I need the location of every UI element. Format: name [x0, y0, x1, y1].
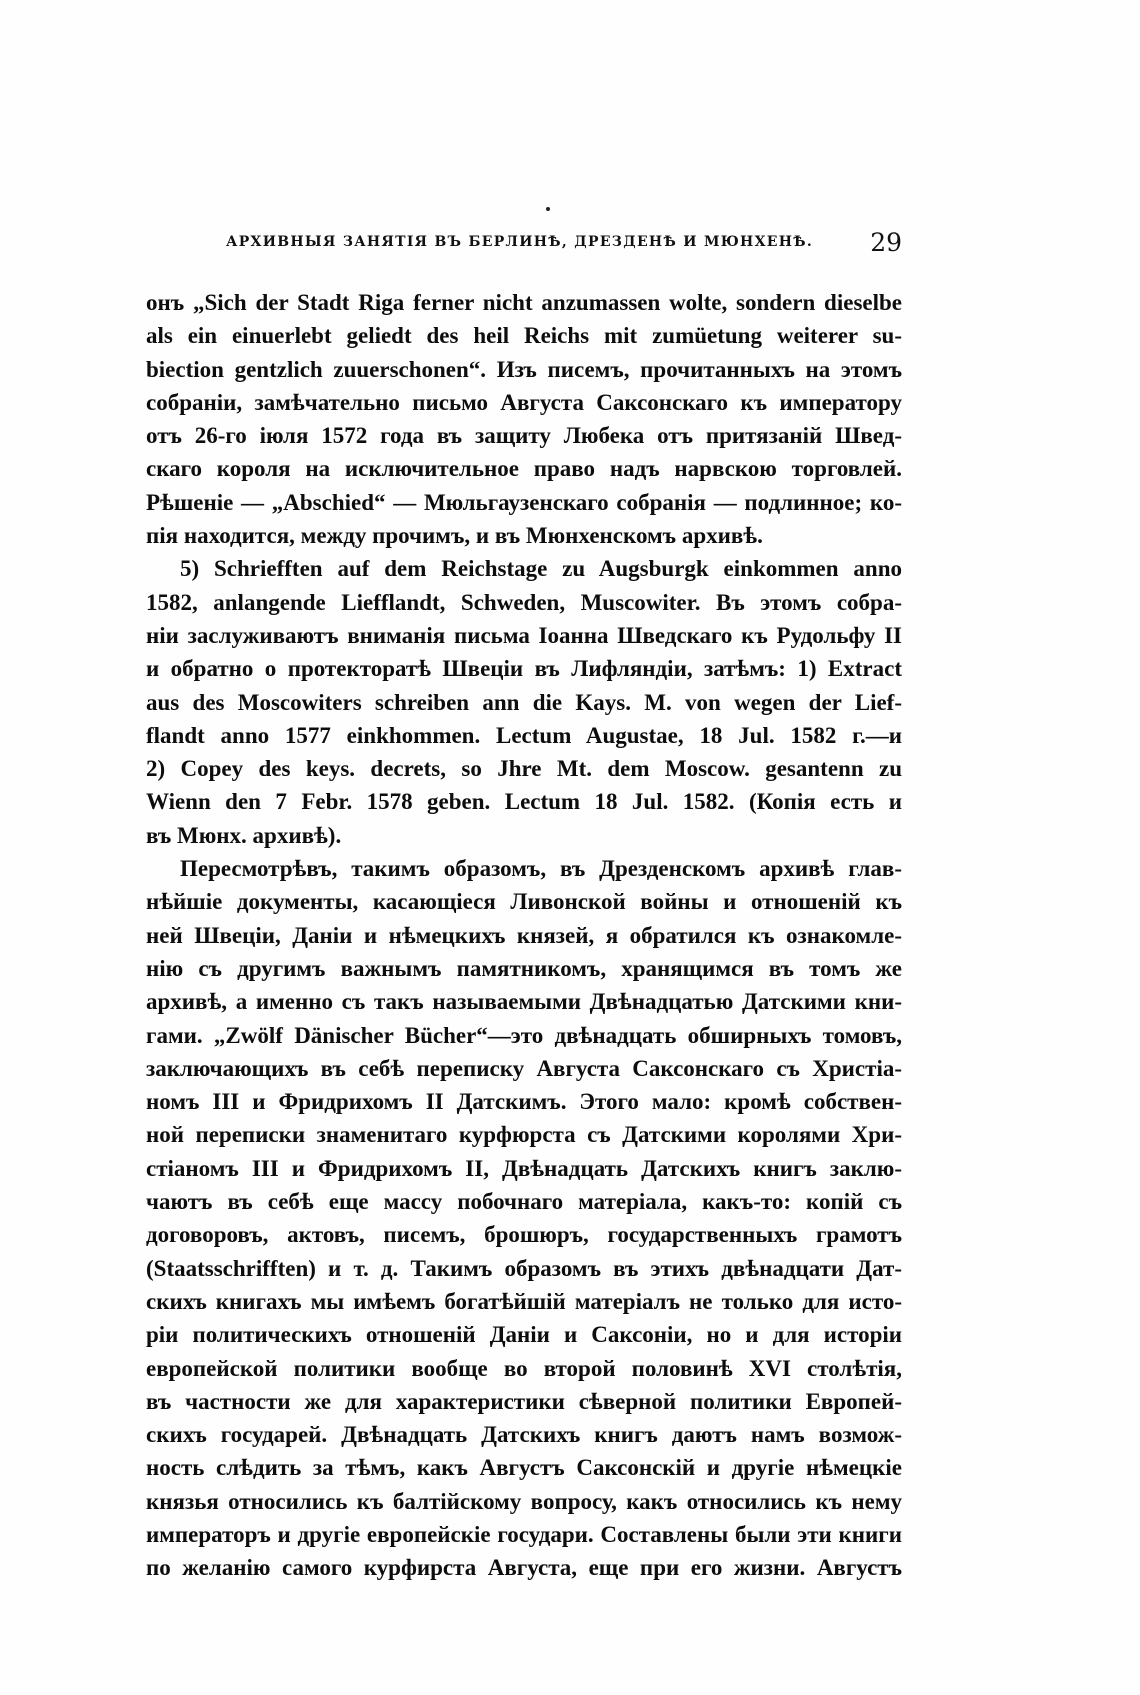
text-line: нѣйшіе документы, касающіеся Ливонской войны и отношеній къ — [146, 889, 902, 915]
body-text — [146, 286, 902, 1585]
text-line: ней Швеціи, Даніи и нѣмецкихъ князей, я обратился къ ознакомле- — [146, 922, 902, 948]
text-line: въ Мюнх. архивѣ). — [146, 822, 342, 848]
text-line: flandt anno 1577 einkhommen. Lectum Augustae, 18 Jul. 1582 г.—и — [146, 722, 902, 748]
text-line: собраніи, замѣчательно письмо Августа Саксонскаго къ императору — [146, 389, 902, 415]
text-line: als ein einuerlebt geliedt des heil Reichs mit zumüetung weiterer su- — [146, 323, 902, 349]
text-line: номъ III и Фридрихомъ II Датскимъ. Этого мало: кромѣ собствен- — [146, 1089, 902, 1115]
text-line: ніи заслуживаютъ вниманія письма Іоанна Шведскаго къ Рудольфу II — [146, 622, 902, 648]
text-line: архивѣ, а именно съ такъ называемыми Двѣнадцатью Датскими кни- — [146, 989, 902, 1015]
text-line: скихъ книгахъ мы имѣемъ богатѣйшій матеріалъ не только для исто- — [146, 1288, 902, 1314]
text-line: ность слѣдить за тѣмъ, какъ Августъ Саксонскій и другіе нѣмецкіе — [146, 1455, 902, 1481]
text-line: заключающихъ въ себѣ переписку Августа Саксонскаго съ Христіа- — [146, 1055, 902, 1081]
text-line: императоръ и другіе европейскіе государи. Составлены были эти книги — [146, 1521, 902, 1547]
running-head: АРХИВНЫЯ ЗАНЯТІЯ ВЪ БЕРЛИНѢ, ДРЕЗДЕНѢ И МЮНХЕНѢ. — [226, 234, 814, 250]
text-line: пія находится, между прочимъ, и въ Мюнхенскомъ архивѣ. — [146, 523, 763, 549]
text-line: Рѣшеніе — „Abschied“ — Мюльгаузенскаго собранія — подлинное; ко- — [146, 489, 902, 515]
text-line: ріи политическихъ отношеній Даніи и Саксоніи, но и для исторіи — [146, 1322, 902, 1348]
text-line: отъ 26-го іюля 1572 года въ защиту Любека отъ притязаній Швед- — [146, 423, 902, 449]
text-line: договоровъ, актовъ, писемъ, брошюръ, государственныхъ грамотъ — [146, 1222, 902, 1248]
text-line: (Staatsschrifften) и т. д. Такимъ образомъ въ этихъ двѣнадцати Дат- — [146, 1255, 902, 1281]
text-line: чаютъ въ себѣ еще массу побочнаго матеріала, какъ-то: копій съ — [146, 1189, 902, 1215]
text-line: 1582, anlangende Liefflandt, Schweden, Muscowiter. Въ этомъ собра- — [146, 589, 902, 615]
text-line: онъ „Sich der Stadt Riga ferner nicht anzumassen wolte, sondern dieselbe — [146, 290, 902, 315]
page-header — [226, 230, 902, 260]
text-line: и обратно о протекторатѣ Швеціи въ Лифляндіи, затѣмъ: 1) Extract — [146, 656, 902, 682]
text-line: князья относились къ балтійскому вопросу, какъ относились къ нему — [146, 1488, 902, 1514]
text-line: гами. „Zwölf Dänischer Bücher“—это двѣнадцать обширныхъ томовъ, — [146, 1022, 902, 1048]
text-line: нію съ другимъ важнымъ памятникомъ, хранящимся въ томъ же — [146, 955, 902, 981]
text-line: по желанію самого курфирста Августа, еще при его жизни. Августъ — [146, 1555, 902, 1581]
text-line: 2) Copey des keys. decrets, so Jhre Mt. dem Moscow. gesantenn zu — [146, 756, 902, 782]
text-line: скихъ государей. Двѣнадцать Датскихъ книгъ даютъ намъ возмож- — [146, 1422, 902, 1448]
page-number: 29 — [870, 228, 902, 257]
text-line: ной переписки знаменитаго курфюрста съ Датскими королями Хри- — [146, 1122, 902, 1148]
text-line: скаго короля на исключительное право надъ нарвскою торговлей. — [146, 456, 902, 482]
text-line: 5) Schriefften auf dem Reichstage zu Augsburgk einkommen anno — [180, 556, 902, 582]
text-line: Wienn den 7 Febr. 1578 geben. Lectum 18 Jul. 1582. (Копія есть и — [146, 789, 902, 815]
text-line: biection gentzlich zuuerschonen“. Изъ писемъ, прочитанныхъ на этомъ — [146, 356, 902, 382]
print-speck — [546, 207, 550, 211]
text-line: aus des Moscowiters schreiben ann die Kays. M. von wegen der Lief- — [146, 689, 902, 715]
text-line: европейской политики вообще во второй половинѣ XVI столѣтія, — [146, 1355, 902, 1381]
text-line: въ частности же для характеристики сѣверной политики Европей- — [146, 1388, 902, 1414]
text-line: Пересмотрѣвъ, такимъ образомъ, въ Дрезденскомъ архивѣ глав- — [180, 856, 902, 882]
text-line: стіаномъ III и Фридрихомъ II, Двѣнадцать Датскихъ книгъ заклю- — [146, 1155, 902, 1181]
